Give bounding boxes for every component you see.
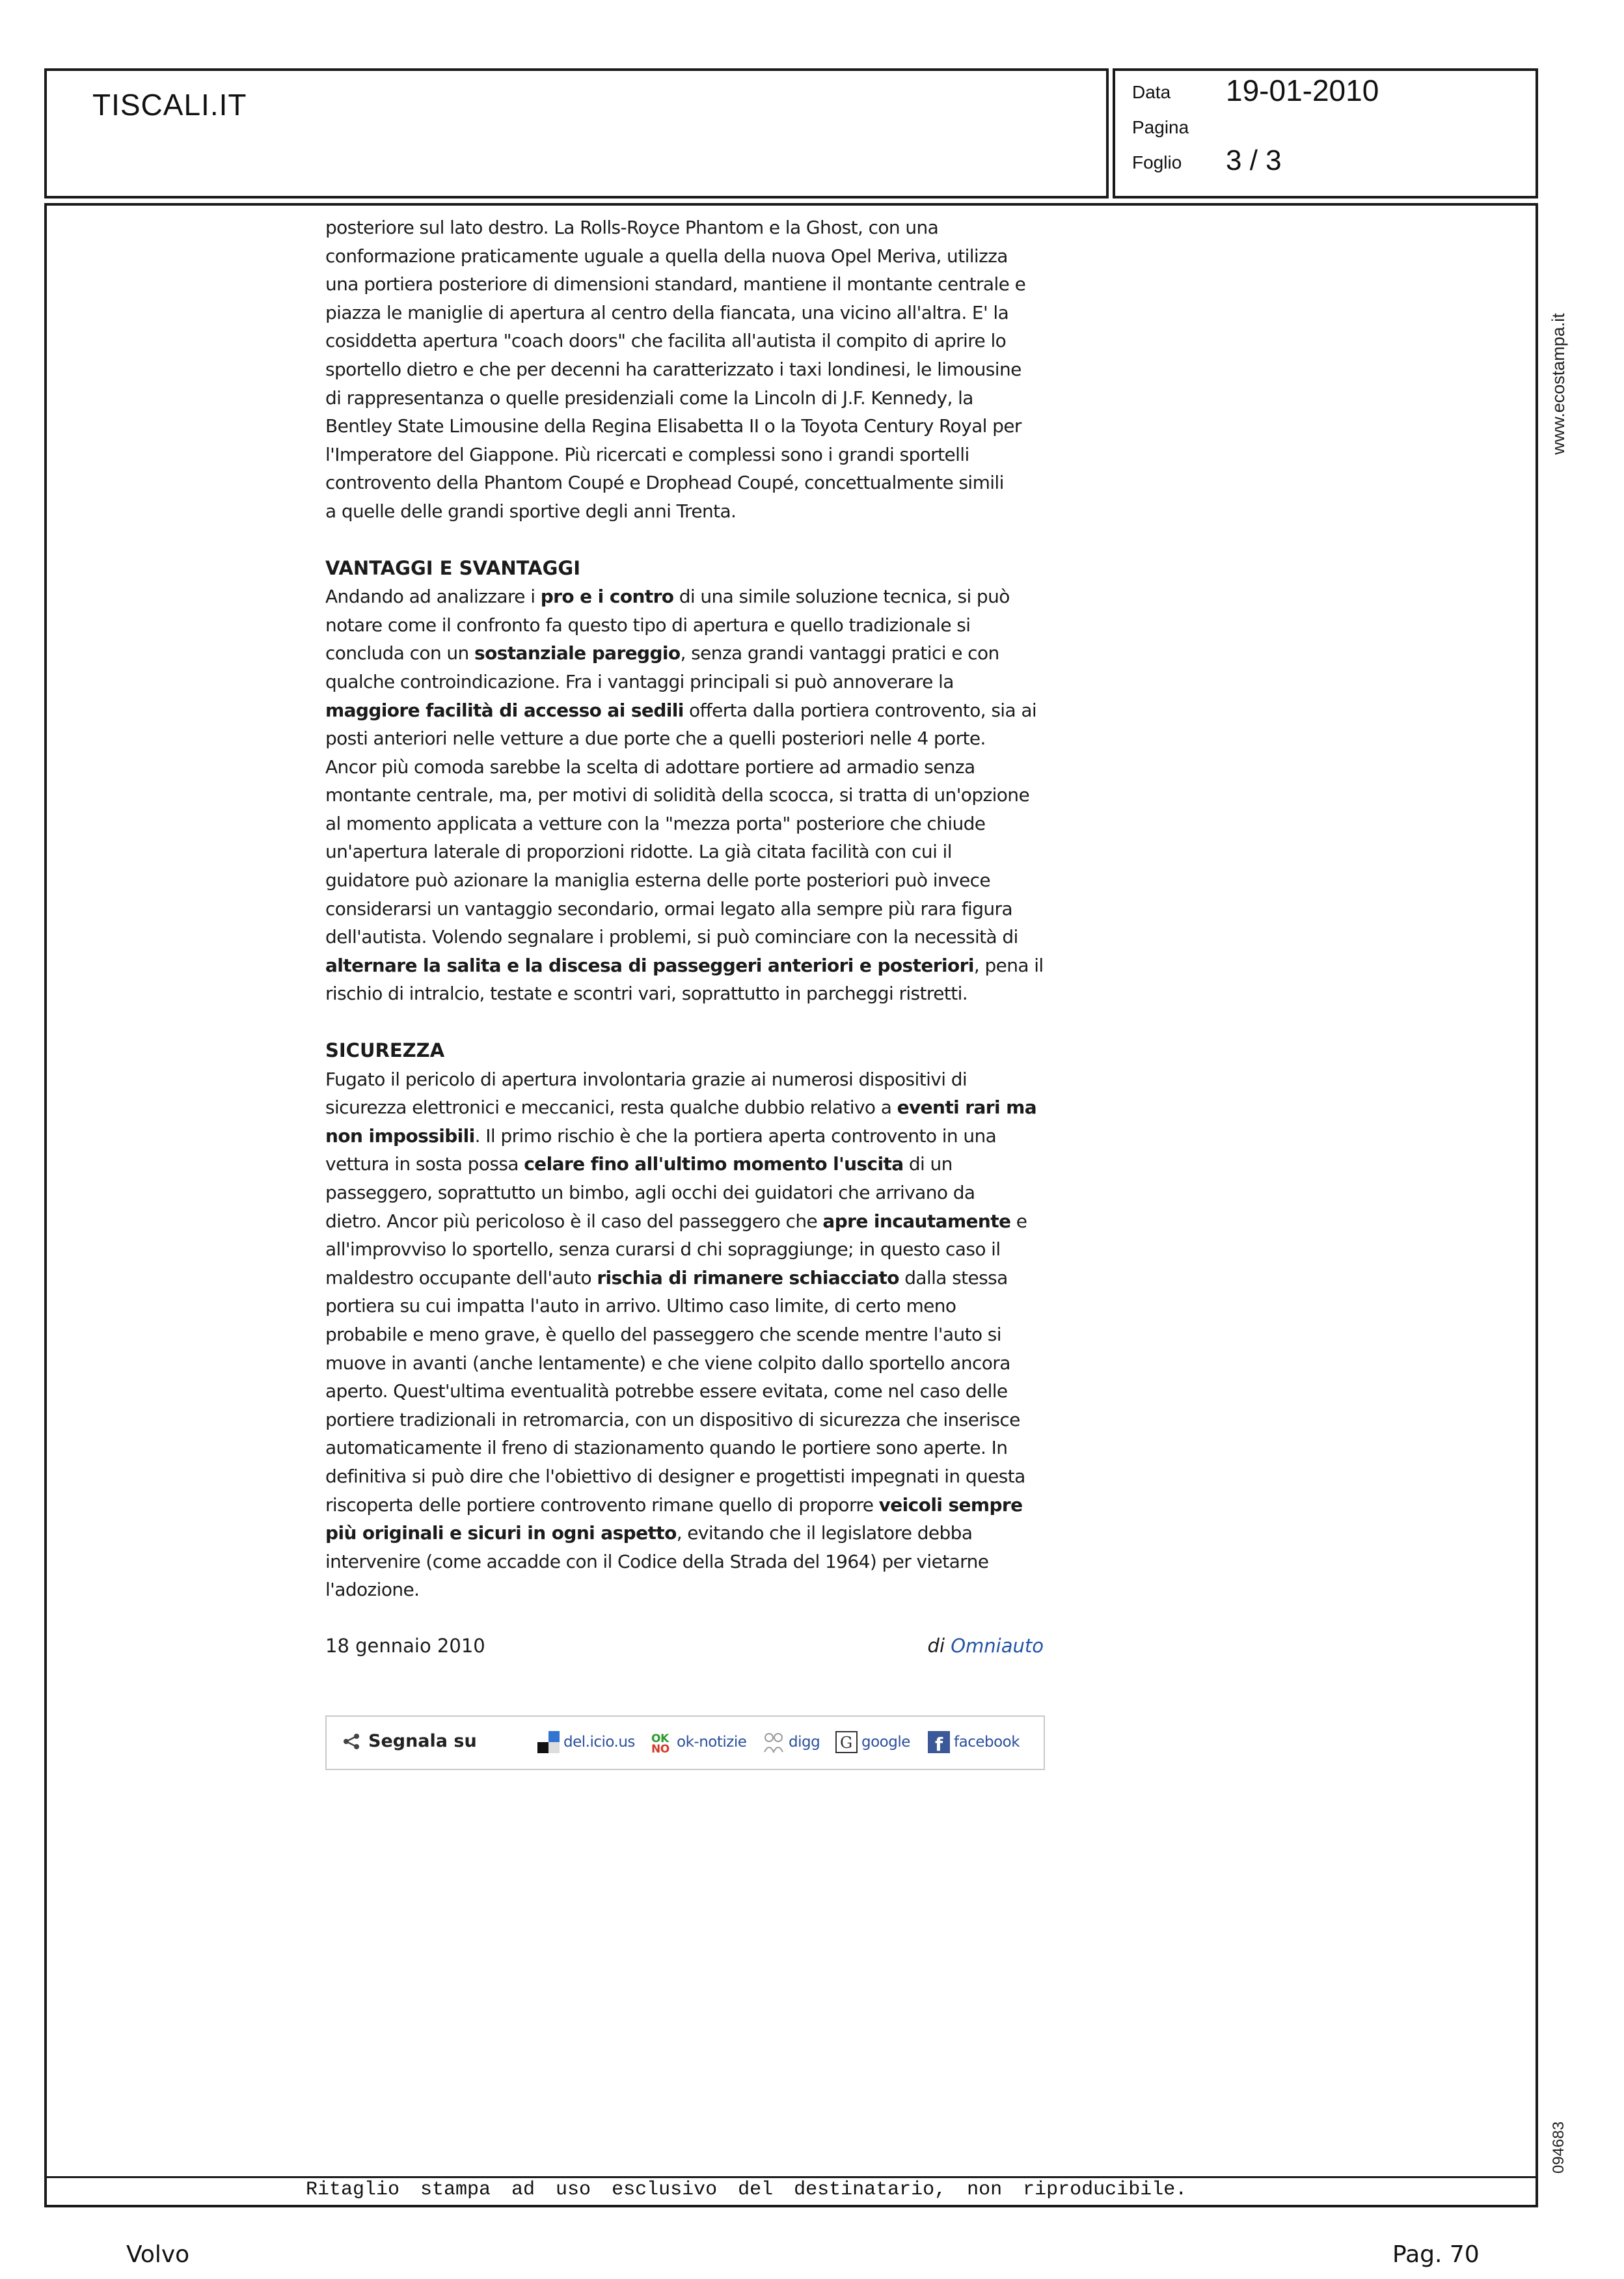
date-value: 19-01-2010 bbox=[1226, 74, 1379, 107]
svg-text:G: G bbox=[840, 1734, 852, 1752]
publication-source: TISCALI.IT bbox=[92, 88, 247, 122]
date-label: Data bbox=[1132, 82, 1171, 102]
article-line: probabile e meno grave, è quello del passeggero che scende mentre l'auto si bbox=[325, 1323, 1001, 1345]
article-line: portiera su cui impatta l'auto in arrivo. Ultimo caso limite, di certo meno bbox=[325, 1295, 956, 1317]
ok-notizie-icon bbox=[651, 1731, 673, 1753]
article-line: qualche controindicazione. Fra i vantaggi principali si può annoverare la bbox=[325, 670, 954, 692]
article-line: di rappresentanza o quelle presidenziali come la Lincoln di J.F. Kennedy, la bbox=[325, 387, 973, 409]
article-line: montante centrale, ma, per motivi di solidità della scocca, si tratta di un'opzione bbox=[325, 784, 1030, 806]
section-vantaggi-text bbox=[325, 582, 1054, 1008]
article-line: muove in avanti (anche lentamente) e che viene colpito dallo sportello ancora bbox=[325, 1352, 1010, 1374]
article-line: conformazione praticamente uguale a quella della nuova Opel Meriva, utilizza bbox=[325, 245, 1008, 267]
sheet-value: 3 / 3 bbox=[1226, 144, 1282, 176]
svg-text:OK: OK bbox=[651, 1732, 669, 1745]
article-author: di Omniauto bbox=[927, 1635, 1044, 1657]
author-link[interactable]: Omniauto bbox=[951, 1635, 1044, 1657]
article-byline bbox=[325, 1635, 1044, 1663]
share-label: Segnala su bbox=[342, 1731, 477, 1751]
delicious-icon bbox=[537, 1731, 560, 1753]
digg-icon bbox=[763, 1731, 785, 1753]
article-line: dietro. Ancor più pericoloso è il caso del passeggero che apre incautamente e bbox=[325, 1210, 1027, 1232]
article-line: Fugato il pericolo di apertura involontaria grazie ai numerosi dispositivi di bbox=[325, 1068, 968, 1090]
article-line: Bentley State Limousine della Regina Elisabetta II o la Toyota Century Royal per bbox=[325, 415, 1022, 437]
notice-divider bbox=[46, 2176, 1537, 2178]
footer-client: Volvo bbox=[126, 2241, 190, 2268]
sheet-label: Foglio bbox=[1132, 152, 1182, 172]
article-line: sportello dietro e che per decenni ha caratterizzato i taxi londinesi, le limousine bbox=[325, 358, 1022, 380]
article-line: notare come il confronto fa questo tipo di apertura e quello tradizionale si bbox=[325, 614, 971, 636]
share-ok-notizie-link[interactable]: OK NO ok-notizie bbox=[651, 1731, 746, 1753]
share-delicious-link[interactable]: del.icio.us bbox=[537, 1731, 635, 1753]
article-body bbox=[325, 213, 1054, 1604]
page-label: Pagina bbox=[1132, 117, 1189, 137]
article-line: più originali e sicuri in ogni aspetto, evitando che il legislatore debba bbox=[325, 1522, 973, 1544]
article-line: maldestro occupante dell'auto rischia di rimanere schiacciato dalla stessa bbox=[325, 1266, 1008, 1289]
article-line: una portiera posteriore di dimensioni standard, mantiene il montante centrale e bbox=[325, 273, 1026, 295]
article-line: posti anteriori nelle vetture a due porte che a quelli posteriori nelle 4 porte. bbox=[325, 728, 986, 750]
svg-text:f: f bbox=[935, 1734, 943, 1753]
article-line: all'improvviso lo sportello, senza curarsi d chi sopraggiunge; in questo caso il bbox=[325, 1238, 1001, 1261]
article-intro bbox=[325, 213, 1054, 526]
article-date: 18 gennaio 2010 bbox=[325, 1635, 485, 1657]
article-line: piazza le maniglie di apertura al centro della fiancata, una vicino all'altra. E' la bbox=[325, 301, 1009, 323]
share-digg-link[interactable]: digg bbox=[763, 1731, 820, 1753]
google-icon bbox=[835, 1731, 858, 1753]
watermark-code: 094683 bbox=[1550, 2121, 1567, 2174]
article-line: riscoperta delle portiere controvento rimane quello di proporre veicoli sempre bbox=[325, 1494, 1023, 1516]
article-line: controvento della Phantom Coupé e Drophead Coupé, concettualmente simili bbox=[325, 472, 1004, 494]
article-line: l'adozione. bbox=[325, 1579, 420, 1601]
svg-text:NO: NO bbox=[651, 1743, 670, 1753]
article-line: al momento applicata a vetture con la "mezza porta" posteriore che chiude bbox=[325, 812, 986, 834]
section-heading-sicurezza: SICUREZZA bbox=[325, 1039, 445, 1062]
article-line: a quelle delle grandi sportive degli anni Trenta. bbox=[325, 500, 737, 522]
footer-page-number: Pag. 70 bbox=[1392, 2241, 1480, 2268]
article-line: rischio di intralcio, testate e scontri vari, soprattutto in parcheggi ristretti. bbox=[325, 983, 968, 1005]
section-heading-vantaggi: VANTAGGI E SVANTAGGI bbox=[325, 556, 581, 579]
article-line: passeggero, soprattutto un bimbo, agli occhi dei guidatori che arrivano da bbox=[325, 1182, 975, 1203]
article-line: concluda con un sostanziale pareggio, senza grandi vantaggi pratici e con bbox=[325, 642, 999, 664]
reproduction-notice: Ritaglio stampa ad uso esclusivo del destinatario, non riproducibile. bbox=[306, 2179, 1187, 2201]
facebook-icon bbox=[928, 1731, 950, 1753]
article-line: non impossibili. Il primo rischio è che la portiera aperta controvento in una bbox=[325, 1125, 997, 1147]
article-line: sicurezza elettronici e meccanici, resta qualche dubbio relativo a eventi rari ma bbox=[325, 1097, 1037, 1119]
article-line: l'Imperatore del Giappone. Più ricercati e complessi sono i grandi sportelli bbox=[325, 443, 969, 465]
share-icon bbox=[342, 1733, 362, 1750]
share-google-link[interactable]: G google bbox=[835, 1731, 910, 1753]
article-line: posteriore sul lato destro. La Rolls-Royce Phantom e la Ghost, con una bbox=[325, 217, 939, 238]
article-line: automaticamente il freno di stazionamento quando le portiere sono aperte. In bbox=[325, 1437, 1008, 1459]
share-bar bbox=[325, 1715, 1045, 1770]
share-facebook-link[interactable]: f facebook bbox=[928, 1731, 1020, 1753]
section-sicurezza-text bbox=[325, 1065, 1054, 1604]
article-line: vettura in sosta possa celare fino all'ultimo momento l'uscita di un bbox=[325, 1153, 953, 1175]
article-line: portiere tradizionali in retromarcia, con un dispositivo di sicurezza che inserisce bbox=[325, 1408, 1020, 1430]
article-line: intervenire (come accadde con il Codice della Strada del 1964) per vietarne bbox=[325, 1550, 989, 1572]
watermark-url: www.ecostampa.it bbox=[1549, 313, 1568, 455]
article-line: maggiore facilità di accesso ai sedili offerta dalla portiera controvento, sia ai bbox=[325, 699, 1037, 721]
article-line: Ancor più comoda sarebbe la scelta di adottare portiere ad armadio senza bbox=[325, 756, 975, 778]
article-line: definitiva si può dire che l'obiettivo di designer e progettisti impegnati in questa bbox=[325, 1465, 1025, 1487]
article-line: cosiddetta apertura "coach doors" che facilita all'autista il compito di aprire lo bbox=[325, 330, 1007, 352]
article-line: aperto. Quest'ultima eventualità potrebbe essere evitata, come nel caso delle bbox=[325, 1380, 1008, 1402]
article-line: alternare la salita e la discesa di passeggeri anteriori e posteriori, pena il bbox=[325, 954, 1044, 976]
article-line: Andando ad analizzare i pro e i contro di una simile soluzione tecnica, si può bbox=[325, 586, 1010, 608]
article-line: un'apertura laterale di proporzioni ridotte. La già citata facilità con cui il bbox=[325, 841, 952, 863]
article-line: dell'autista. Volendo segnalare i problemi, si può cominciare con la necessità di bbox=[325, 926, 1018, 948]
article-line: guidatore può azionare la maniglia esterna delle porte posteriori può invece bbox=[325, 869, 991, 892]
article-line: considerarsi un vantaggio secondario, ormai legato alla sempre più rara figura bbox=[325, 897, 1013, 920]
